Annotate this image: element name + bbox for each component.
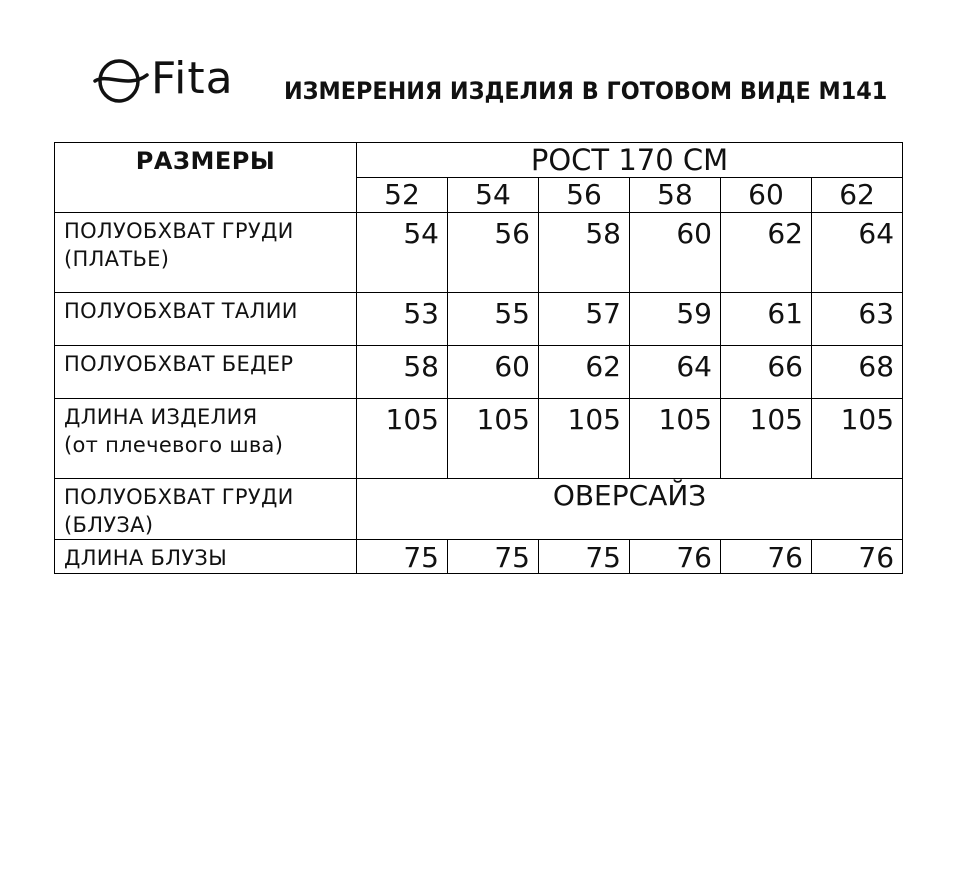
table-header-row (55, 143, 903, 178)
row-label (55, 479, 357, 540)
table-row (55, 346, 903, 399)
table-row (55, 479, 903, 540)
table-cell: 105 (812, 399, 903, 479)
row-label-line: ДЛИНА БЛУЗЫ (64, 546, 228, 570)
row-label-line: ДЛИНА ИЗДЕЛИЯ (64, 405, 258, 429)
row-label (55, 399, 357, 479)
table-cell: 63 (812, 293, 903, 346)
table-cell: 61 (721, 293, 812, 346)
table-cell: 76 (630, 540, 721, 574)
table-cell: 75 (539, 540, 630, 574)
table-cell: 75 (448, 540, 539, 574)
size-table (54, 142, 903, 574)
table-cell: 66 (721, 346, 812, 399)
row-label (55, 346, 357, 399)
table-cell: 57 (539, 293, 630, 346)
size-column-header: 54 (448, 178, 539, 213)
table-cell: 105 (357, 399, 448, 479)
row-label-line: (от плечевого шва) (64, 433, 284, 457)
table-cell: 54 (357, 213, 448, 293)
sizes-header: РАЗМЕРЫ (55, 143, 357, 213)
table-cell: 56 (448, 213, 539, 293)
size-column-header: 56 (539, 178, 630, 213)
row-label-line: (ПЛАТЬЕ) (64, 247, 170, 271)
table-cell: 55 (448, 293, 539, 346)
table-cell: 64 (630, 346, 721, 399)
table-cell: 105 (630, 399, 721, 479)
table-cell: 58 (539, 213, 630, 293)
size-column-header: 60 (721, 178, 812, 213)
table-row (55, 399, 903, 479)
table-row (55, 213, 903, 293)
table-cell: 105 (539, 399, 630, 479)
row-label-line: ПОЛУОБХВАТ ТАЛИИ (64, 299, 298, 323)
table-row (55, 540, 903, 574)
row-label (55, 293, 357, 346)
height-header: РОСТ 170 СМ (357, 143, 903, 178)
table-cell: 105 (448, 399, 539, 479)
table-cell: 62 (721, 213, 812, 293)
merged-value-cell: ОВЕРСАЙЗ (357, 479, 903, 540)
table-cell: 76 (812, 540, 903, 574)
row-label-line: (БЛУЗА) (64, 513, 154, 537)
table-cell: 60 (448, 346, 539, 399)
fita-logo-icon (93, 55, 149, 107)
brand-logo (93, 55, 253, 107)
table-cell: 59 (630, 293, 721, 346)
size-column-header: 62 (812, 178, 903, 213)
table-cell: 64 (812, 213, 903, 293)
table-cell: 53 (357, 293, 448, 346)
row-label-line: ПОЛУОБХВАТ БЕДЕР (64, 352, 294, 376)
table-cell: 76 (721, 540, 812, 574)
table-cell: 58 (357, 346, 448, 399)
size-column-header: 58 (630, 178, 721, 213)
table-row (55, 293, 903, 346)
table-cell: 60 (630, 213, 721, 293)
size-column-header: 52 (357, 178, 448, 213)
table-cell: 75 (357, 540, 448, 574)
row-label (55, 213, 357, 293)
row-label-line: ПОЛУОБХВАТ ГРУДИ (64, 485, 294, 509)
table-cell: 62 (539, 346, 630, 399)
page-title: ИЗМЕРЕНИЯ ИЗДЕЛИЯ В ГОТОВОМ ВИДЕ М141 (284, 77, 888, 105)
row-label (55, 540, 357, 574)
brand-name: Fita (151, 53, 234, 104)
table-cell: 105 (721, 399, 812, 479)
row-label-line: ПОЛУОБХВАТ ГРУДИ (64, 219, 294, 243)
table-cell: 68 (812, 346, 903, 399)
